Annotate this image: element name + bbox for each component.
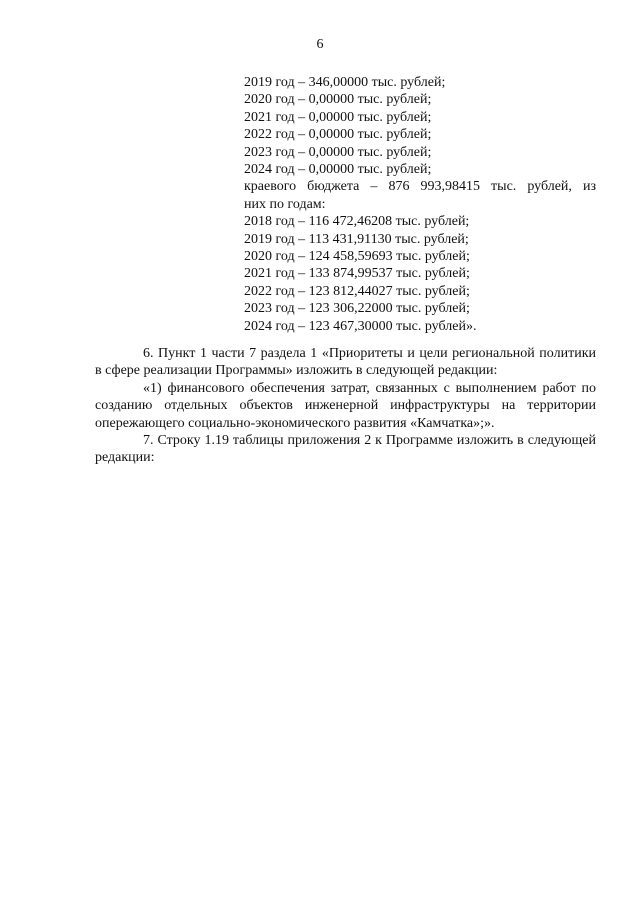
paragraph-line: «1) финансового обеспечения затрат, связанных с выполнением работ по: [143, 380, 596, 396]
regional-budget-header-cont: них по годам:: [244, 196, 326, 212]
federal-year-line: 2024 год – 0,00000 тыс. рублей;: [244, 162, 432, 178]
paragraph-line: опережающего социально-экономического развития «Камчатка»;».: [95, 415, 495, 431]
regional-year-line: 2018 год – 116 472,46208 тыс. рублей;: [244, 214, 470, 230]
regional-year-line: 2020 год – 124 458,59693 тыс. рублей;: [244, 249, 470, 265]
financing-list: [244, 74, 596, 335]
federal-year-line: 2023 год – 0,00000 тыс. рублей;: [244, 144, 432, 160]
regional-year-line: 2022 год – 123 812,44027 тыс. рублей;: [244, 283, 470, 299]
federal-year-line: 2019 год – 346,00000 тыс. рублей;: [244, 75, 446, 90]
body-text: [95, 345, 596, 467]
page-number: 6: [316, 37, 324, 52]
regional-year-line: 2024 год – 123 467,30000 тыс. рублей».: [244, 318, 477, 334]
regional-year-line: 2021 год – 133 874,99537 тыс. рублей;: [244, 266, 470, 282]
regional-budget-header: краевого бюджета – 876 993,98415 тыс. рублей, из: [244, 179, 596, 195]
paragraph-line: 7. Строку 1.19 таблицы приложения 2 к Программе изложить в следующей: [143, 433, 596, 449]
regional-year-line: 2023 год – 123 306,22000 тыс. рублей;: [244, 301, 470, 317]
paragraph-line: в сфере реализации Программы» изложить в следующей редакции:: [95, 363, 498, 379]
paragraph-line: 6. Пункт 1 части 7 раздела 1 «Приоритеты и цели региональной политики: [143, 346, 596, 361]
regional-year-line: 2019 год – 113 431,91130 тыс. рублей;: [244, 231, 469, 247]
paragraph-item-7: [95, 432, 596, 467]
federal-year-line: 2020 год – 0,00000 тыс. рублей;: [244, 92, 432, 108]
federal-year-line: 2022 год – 0,00000 тыс. рублей;: [244, 127, 432, 143]
paragraph-line: созданию отдельных объектов инженерной инфраструктуры на территории: [95, 398, 596, 414]
paragraph-quote: [95, 380, 596, 432]
paragraph-item-6: [95, 345, 596, 380]
paragraph-line: редакции:: [95, 450, 155, 466]
federal-year-line: 2021 год – 0,00000 тыс. рублей;: [244, 109, 432, 125]
